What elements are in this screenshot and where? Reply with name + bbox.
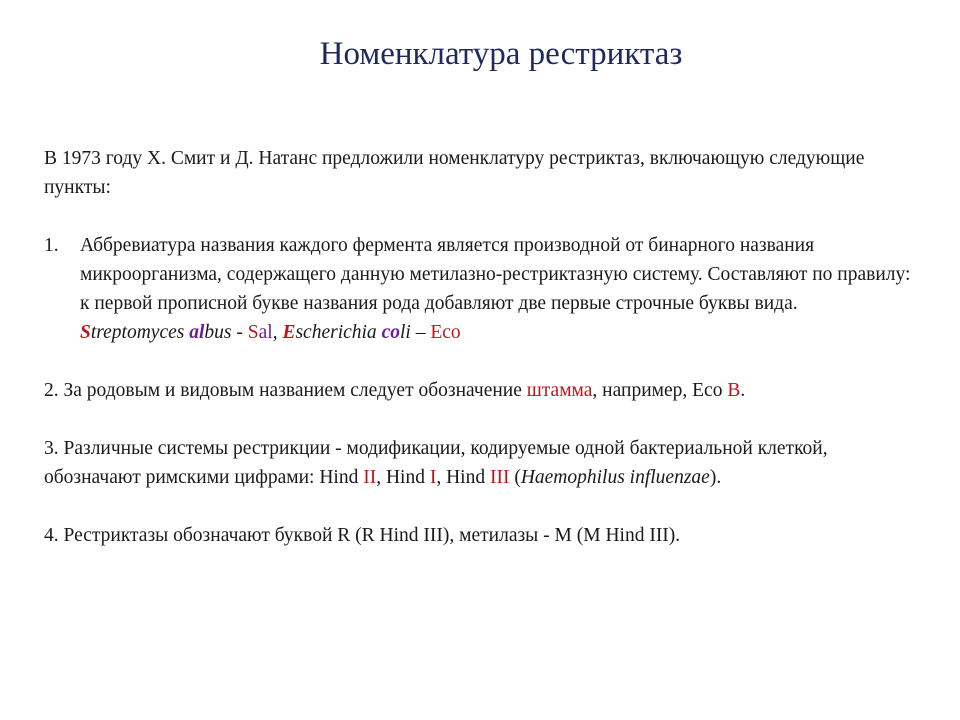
example-species-initial: al: [189, 322, 205, 343]
abbreviation-example: [80, 322, 232, 343]
spacer: [44, 347, 924, 376]
slide-body: [44, 144, 924, 550]
item-3-species: Haemophilus influenzae: [520, 467, 710, 488]
item-3-text: 3. Различные системы рестрикции - модификации, кодируемые одной бактериальной клеткой, обозначают римскими цифрами: Hind: [44, 438, 828, 488]
list-item-1: [44, 231, 924, 347]
list-item-1-number: 1.: [44, 235, 59, 256]
roman-iii: III: [489, 467, 510, 488]
slide-title: Номенклатура рестриктаз: [319, 36, 683, 72]
item-3-paren-open: (: [509, 467, 521, 488]
roman-ii: II: [363, 467, 377, 488]
list-item-3: [44, 434, 924, 492]
item-3-paren-close: ).: [709, 467, 722, 488]
example-e-initial: E: [282, 322, 296, 343]
item-2-text: 2. За родовым и видовым названием следует обозначение: [44, 380, 527, 401]
item-2-strain: штамма: [526, 380, 593, 401]
abbr-eco: Eco: [430, 322, 461, 343]
example-species-rest: bus: [204, 322, 232, 343]
spacer: [44, 405, 924, 434]
item-2-middle: , например, Eco: [592, 380, 728, 401]
item-3-sep-2: , Hind: [436, 467, 490, 488]
example-genus2-rest: scherichia: [295, 322, 382, 343]
abbr-sal-s: S: [247, 322, 259, 343]
example-species2-rest: li: [399, 322, 411, 343]
item-2-end: .: [740, 380, 746, 401]
roman-i: I: [429, 467, 437, 488]
example-genus-rest: treptomyces: [90, 322, 190, 343]
list-item-1-text: Аббревиатура названия каждого фермента является производной от бинарного названия микроорганизма, содержащего данную метилазно-рестриктазную систему. Составляют по правилу: к первой прописной букве названия рода добавляют две первые строчные буквы вида.: [80, 235, 911, 314]
example-comma: ,: [272, 322, 283, 343]
list-item-4: 4. Рестриктазы обозначают буквой R (R Hind III), метилазы - M (M Hind III).: [44, 525, 681, 546]
example-dash-2: –: [410, 322, 431, 343]
spacer: [44, 202, 924, 231]
item-2-strain-letter: B: [727, 380, 741, 401]
abbr-sal-al: al: [258, 322, 273, 343]
example-s-initial: S: [80, 322, 91, 343]
list-item-2: [44, 376, 924, 405]
intro-paragraph: В 1973 году Х. Смит и Д. Натанс предложили номенклатуру рестриктаз, включающую следующие пункты:: [44, 148, 865, 198]
spacer: [44, 492, 924, 521]
list-item-1-body: [80, 231, 924, 347]
item-3-sep-1: , Hind: [376, 467, 430, 488]
example-dash-1: -: [231, 322, 248, 343]
example-species2-initial: co: [381, 322, 400, 343]
